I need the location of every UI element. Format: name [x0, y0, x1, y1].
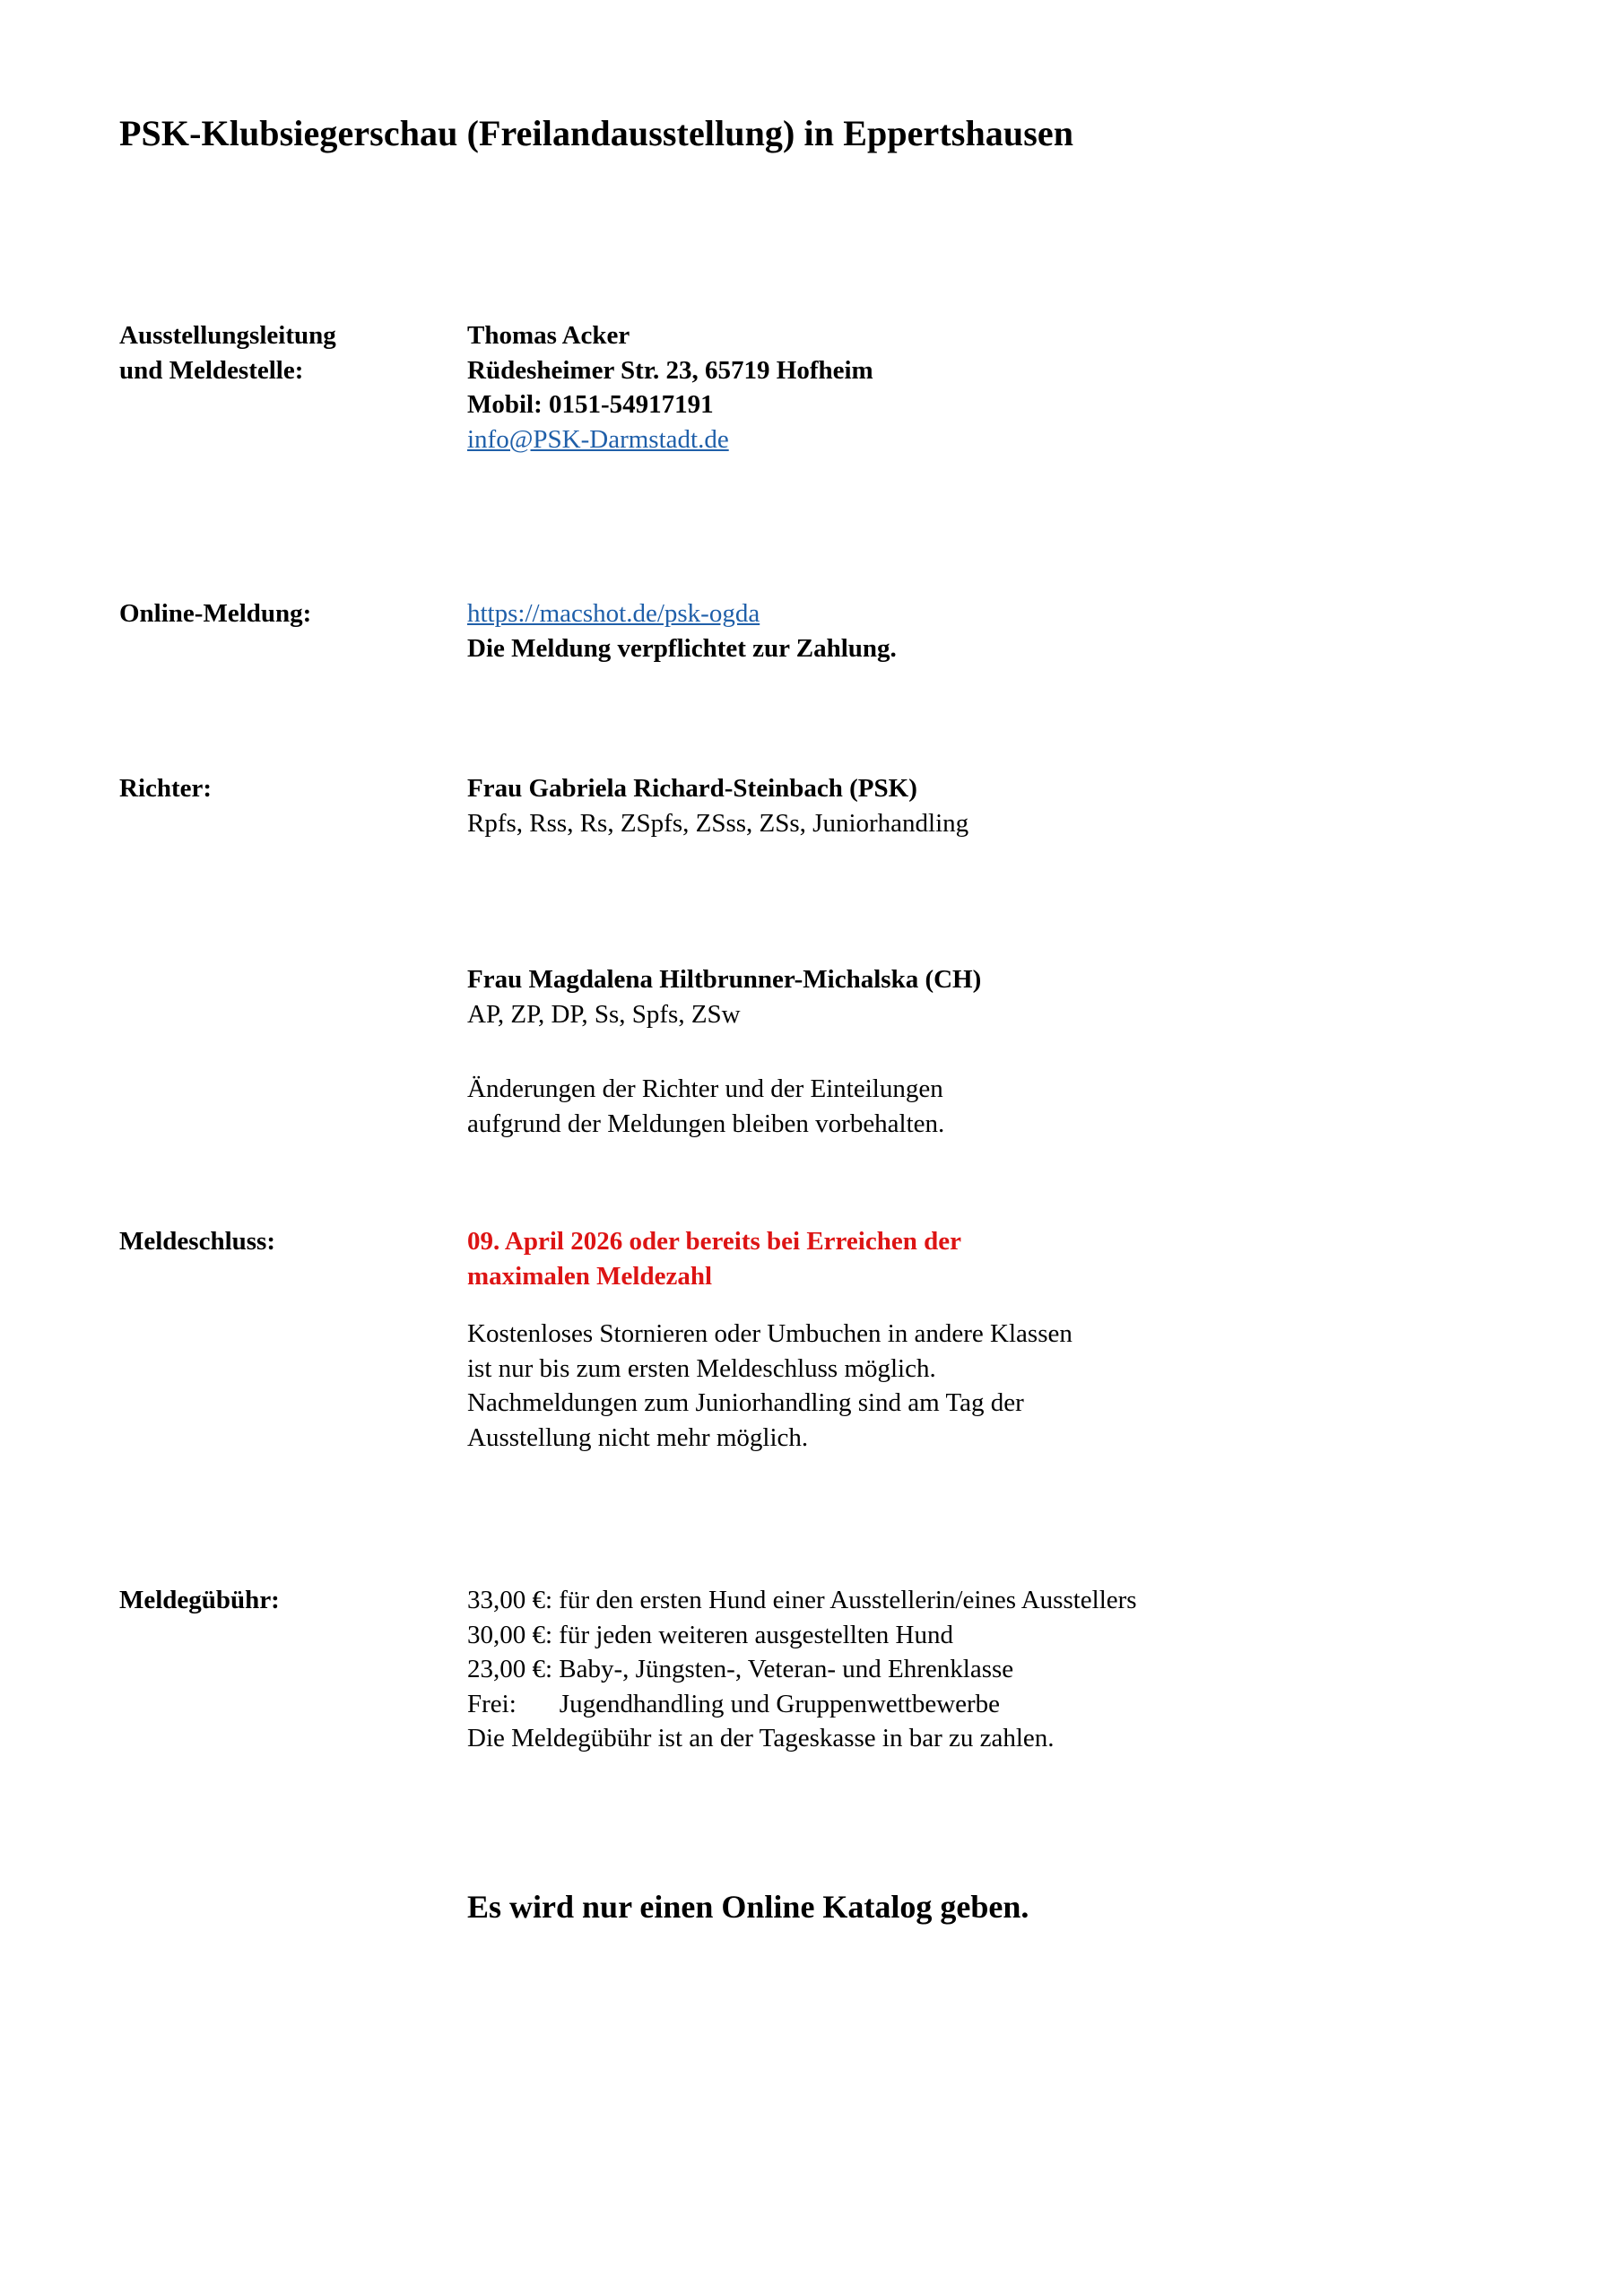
organizer-label: [119, 318, 467, 387]
fee-free-value: Jugendhandling und Gruppenwettbewerbe: [559, 1689, 1001, 1718]
judge-2-name: Frau Magdalena Hiltbrunner-Michalska (CH): [467, 965, 982, 994]
deadline-highlight: [467, 1224, 1518, 1293]
judges-disclaimer-line-2: aufgrund der Meldungen bleiben vorbehalten.: [467, 1109, 945, 1138]
judges-second: [467, 962, 981, 1031]
judges-disclaimer: [467, 1072, 944, 1141]
judges-label: Richter:: [119, 774, 213, 803]
fees-label: Meldegübühr:: [119, 1586, 280, 1614]
section-deadline: [119, 1224, 1518, 1293]
judge-2-classes: AP, ZP, DP, Ss, Spfs, ZSw: [467, 999, 741, 1029]
section-online-registration: [119, 596, 1518, 665]
deadline-note-line-3: Nachmeldungen zum Juniorhandling sind am Tag der: [467, 1388, 1024, 1418]
online-registration-url-link[interactable]: https://macshot.de/psk-ogda: [467, 599, 760, 628]
deadline-note-line-4: Ausstellung nicht mehr möglich.: [467, 1422, 809, 1452]
fee-free-prefix: Frei:: [467, 1689, 517, 1718]
deadline-note-line-1: Kostenloses Stornieren oder Umbuchen in andere Klassen: [467, 1319, 1073, 1348]
organizer-name: Thomas Acker: [467, 321, 630, 350]
section-organizer: [119, 318, 1518, 457]
organizer-label-line-1: Ausstellungsleitung: [119, 321, 336, 350]
section-fees: [119, 1583, 1518, 1756]
deadline-label: Meldeschluss:: [119, 1227, 275, 1256]
fees-list: [467, 1583, 1518, 1756]
page-title: PSK-Klubsiegerschau (Freilandausstellung) in Eppertshausen: [119, 113, 1074, 153]
judges-disclaimer-line-1: Änderungen der Richter und der Einteilungen: [467, 1074, 943, 1103]
fee-line-payment: Die Meldegübühr ist an der Tageskasse in bar zu zahlen.: [467, 1724, 1055, 1753]
fee-line-special-classes: 23,00 €: Baby-, Jüngsten-, Veteran- und Ehrenklasse: [467, 1655, 1014, 1684]
deadline-highlight-line-1: 09. April 2026 oder bereits bei Erreichen der: [467, 1227, 961, 1256]
judges-first: [467, 771, 1518, 840]
organizer-label-line-2: und Meldestelle:: [119, 355, 304, 385]
catalog-statement: Es wird nur einen Online Katalog geben.: [467, 1889, 1029, 1925]
fee-line-additional-dog: 30,00 €: für jeden weiteren ausgestellten Hund: [467, 1620, 953, 1649]
fee-line-free: [467, 1687, 1518, 1722]
judge-1-classes: Rpfs, Rss, Rs, ZSpfs, ZSss, ZSs, Juniorhandling: [467, 808, 969, 838]
organizer-address: Rüdesheimer Str. 23, 65719 Hofheim: [467, 355, 873, 385]
online-registration-notice: Die Meldung verpflichtet zur Zahlung.: [467, 633, 897, 663]
online-registration-details: [467, 596, 1518, 665]
fee-line-first-dog: 33,00 €: für den ersten Hund einer Ausstellerin/eines Ausstellers: [467, 1586, 1137, 1614]
organizer-email-link[interactable]: info@PSK-Darmstadt.de: [467, 424, 729, 454]
deadline-note: [467, 1317, 1073, 1455]
organizer-details: [467, 318, 1518, 457]
judge-1-name: Frau Gabriela Richard-Steinbach (PSK): [467, 774, 917, 803]
organizer-mobile: Mobil: 0151-54917191: [467, 390, 714, 420]
deadline-highlight-line-2: maximalen Meldezahl: [467, 1261, 713, 1291]
deadline-note-line-2: ist nur bis zum ersten Meldeschluss möglich.: [467, 1353, 936, 1383]
section-judges: [119, 771, 1518, 840]
online-registration-label: Online-Meldung:: [119, 599, 312, 628]
